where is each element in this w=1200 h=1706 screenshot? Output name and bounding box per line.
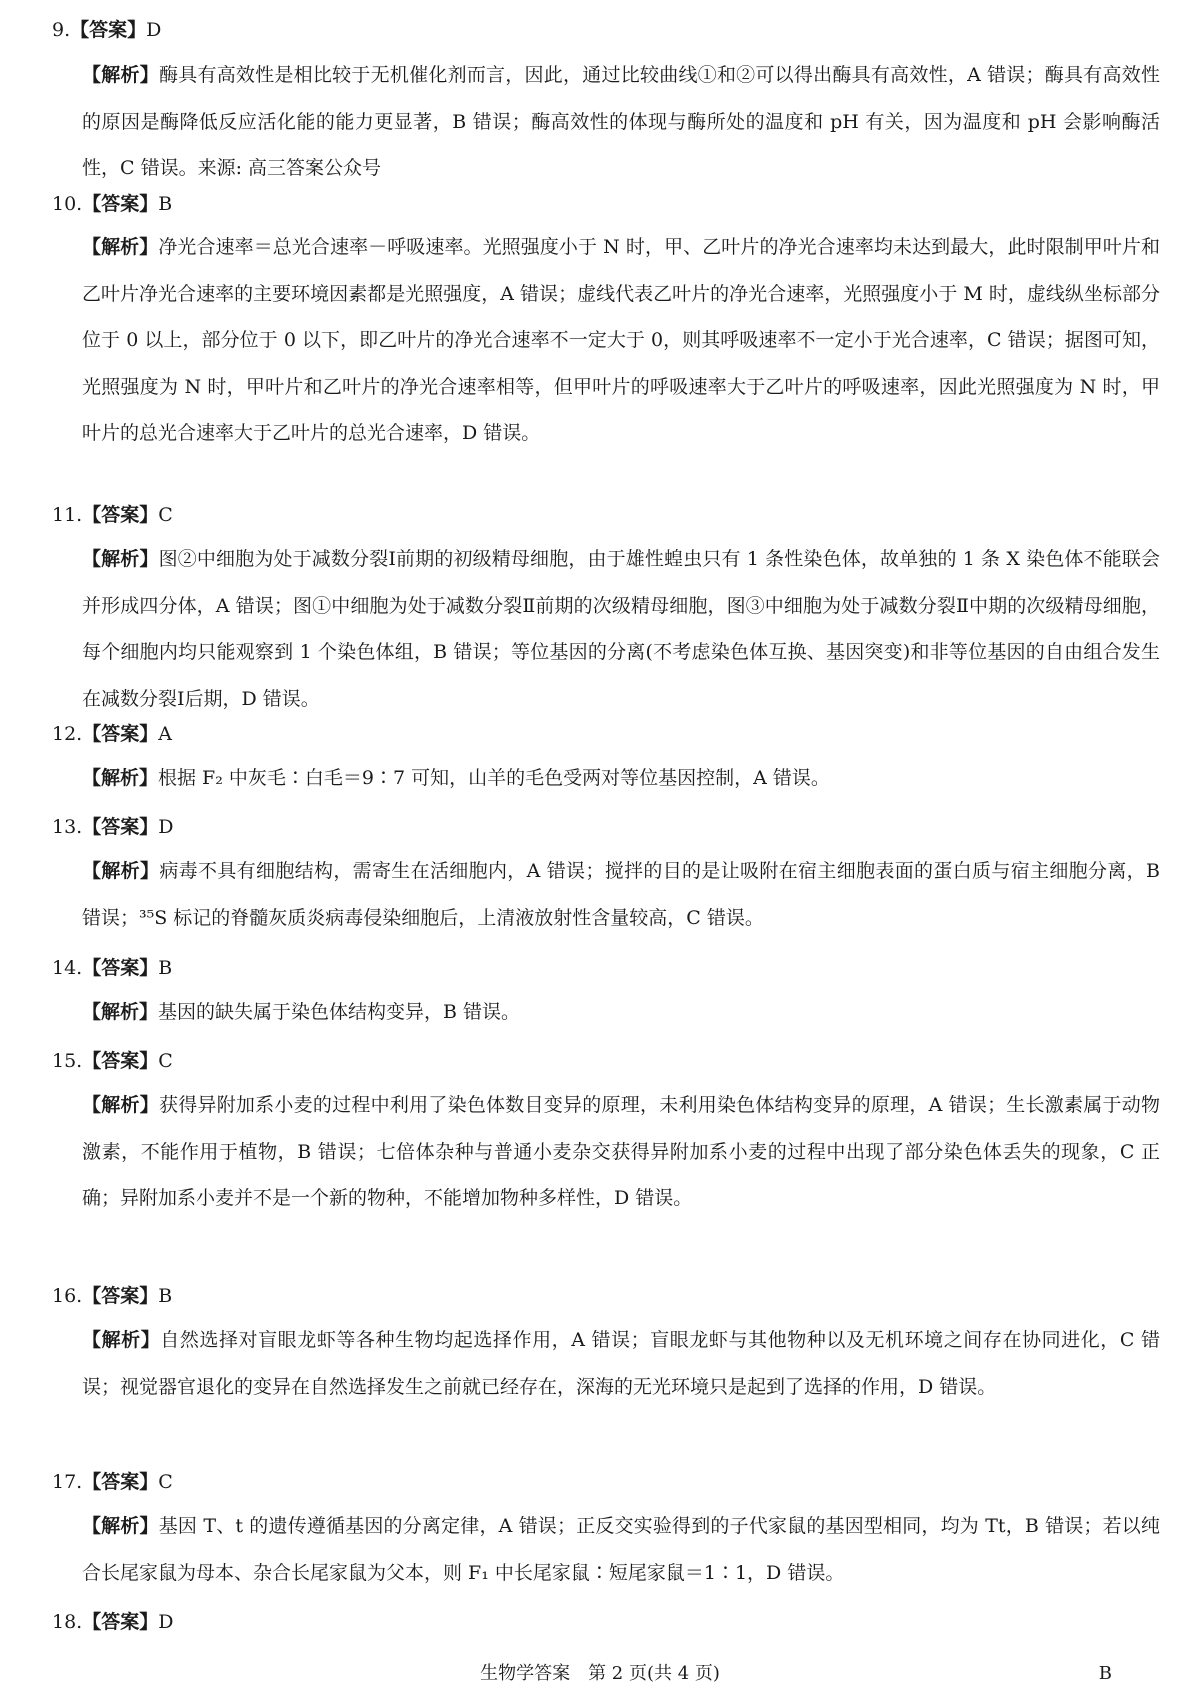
analysis-text: 病毒不具有细胞结构，需寄生在活细胞内，A 错误；搅拌的目的是让吸附在宿主细胞表面的蛋白质与宿主细胞分离，B 错误；³⁵S 标记的脊髓灰质炎病毒侵染细胞后，上清液放射性含量较高，C 错误。 <box>82 860 1160 929</box>
answer-value: B <box>158 193 173 215</box>
answer-label: 【答案】 <box>82 1285 159 1307</box>
question-9-analysis <box>82 52 1160 192</box>
analysis-label: 【解析】 <box>82 1094 159 1116</box>
answer-value: A <box>158 723 172 745</box>
answer-value: B <box>158 957 173 979</box>
analysis-text: 自然选择对盲眼龙虾等各种生物均起选择作用，A 错误；盲眼龙虾与其他物种以及无机环境之间存在协同进化，C 错误；视觉器官退化的变异在自然选择发生之前就已经存在，深海的无光环境只是起到了选择的作用，D 错误。 <box>82 1329 1160 1398</box>
answer-label: 【答案】 <box>70 19 147 41</box>
question-14-analysis <box>82 989 1160 1036</box>
answer-label: 【答案】 <box>82 957 159 979</box>
question-number: 15. <box>52 1050 83 1072</box>
question-13-analysis <box>82 848 1160 941</box>
question-12-analysis <box>82 755 1160 802</box>
analysis-text: 基因的缺失属于染色体结构变异，B 错误。 <box>158 1001 521 1023</box>
analysis-label: 【解析】 <box>82 1329 161 1351</box>
answer-value: B <box>158 1285 173 1307</box>
answer-value: D <box>146 19 162 41</box>
analysis-text: 酶具有高效性是相比较于无机催化剂而言，因此，通过比较曲线①和②可以得出酶具有高效性，A 错误；酶具有高效性的原因是酶降低反应活化能的能力更显著，B 错误；酶高效性的体现与酶所处的温度和 pH 有关，因为温度和 pH 会影响酶活性，C 错误。来源: 高三答案公众号 <box>82 64 1160 179</box>
answer-label: 【答案】 <box>82 504 159 526</box>
answer-value: C <box>158 1050 173 1072</box>
analysis-label: 【解析】 <box>82 64 159 86</box>
answer-label: 【答案】 <box>82 816 159 838</box>
answer-label: 【答案】 <box>82 1050 159 1072</box>
question-number: 11. <box>52 504 83 526</box>
question-18-answer <box>52 1610 173 1634</box>
answer-value: C <box>158 504 173 526</box>
question-9-answer <box>52 18 161 42</box>
question-number: 14. <box>52 957 83 979</box>
question-10-answer <box>52 192 172 216</box>
analysis-text: 净光合速率＝总光合速率－呼吸速率。光照强度小于 N 时，甲、乙叶片的净光合速率均未达到最大，此时限制甲叶片和乙叶片净光合速率的主要环境因素都是光照强度，A 错误；虚线代表乙叶片的净光合速率，光照强度小于 M 时，虚线纵坐标部分位于 0 以上，部分位于 0 以下，即乙叶片的净光合速率不一定大于 0，则其呼吸速率不一定小于光合速率，C 错误；据图可知，光照强度为 N 时，甲叶片和乙叶片的净光合速率相等，但甲叶片的呼吸速率大于乙叶片的呼吸速率，因此光照强度为 N 时，甲叶片的总光合速率大于乙叶片的总光合速率，D 错误。 <box>82 236 1160 444</box>
question-16-analysis <box>82 1317 1160 1410</box>
question-11-answer <box>52 503 173 527</box>
question-number: 13. <box>52 816 83 838</box>
answer-label: 【答案】 <box>82 723 159 745</box>
question-16-answer <box>52 1284 172 1308</box>
footer-version: B <box>1098 1663 1112 1684</box>
question-number: 12. <box>52 723 83 745</box>
analysis-text: 根据 F₂ 中灰毛∶白毛＝9∶7 可知，山羊的毛色受两对等位基因控制，A 错误。 <box>158 767 830 789</box>
analysis-label: 【解析】 <box>82 548 159 570</box>
question-15-analysis <box>82 1082 1160 1222</box>
question-14-answer <box>52 956 172 980</box>
question-number: 10. <box>52 193 83 215</box>
question-17-analysis <box>82 1503 1160 1596</box>
answer-value: C <box>158 1471 173 1493</box>
question-13-answer <box>52 815 173 839</box>
analysis-text: 获得异附加系小麦的过程中利用了染色体数目变异的原理，未利用染色体结构变异的原理，A 错误；生长激素属于动物激素，不能作用于植物，B 错误；七倍体杂种与普通小麦杂交获得异附加系小麦的过程中出现了部分染色体丢失的现象，C 正确；异附加系小麦并不是一个新的物种，不能增加物种多样性，D 错误。 <box>82 1094 1160 1209</box>
answer-label: 【答案】 <box>82 193 159 215</box>
question-15-answer <box>52 1049 173 1073</box>
answer-value: D <box>158 1611 174 1633</box>
analysis-label: 【解析】 <box>82 1001 159 1023</box>
question-number: 9. <box>52 19 71 41</box>
answer-label: 【答案】 <box>82 1611 159 1633</box>
analysis-label: 【解析】 <box>82 767 159 789</box>
question-10-analysis <box>82 224 1160 457</box>
question-17-answer <box>52 1470 173 1494</box>
answer-label: 【答案】 <box>82 1471 159 1493</box>
analysis-text: 基因 T、t 的遗传遵循基因的分离定律，A 错误；正反交实验得到的子代家鼠的基因型相同，均为 Tt，B 错误；若以纯合长尾家鼠为母本、杂合长尾家鼠为父本，则 F₁ 中长尾家鼠∶短尾家鼠＝1∶1，D 错误。 <box>82 1515 1160 1584</box>
question-number: 16. <box>52 1285 83 1307</box>
analysis-label: 【解析】 <box>82 1515 159 1537</box>
question-number: 18. <box>52 1611 83 1633</box>
footer-page-info: 生物学答案 第 2 页(共 4 页) <box>480 1663 720 1684</box>
question-11-analysis <box>82 536 1160 722</box>
question-12-answer <box>52 722 172 746</box>
question-number: 17. <box>52 1471 83 1493</box>
analysis-text: 图②中细胞为处于减数分裂Ⅰ前期的初级精母细胞，由于雄性蝗虫只有 1 条性染色体，故单独的 1 条 X 染色体不能联会并形成四分体，A 错误；图①中细胞为处于减数分裂Ⅱ前期的次级精母细胞，图③中细胞为处于减数分裂Ⅱ中期的次级精母细胞，每个细胞内均只能观察到 1 个染色体组，B 错误；等位基因的分离(不考虑染色体互换、基因突变)和非等位基因的自由组合发生在减数分裂Ⅰ后期，D 错误。 <box>82 548 1160 710</box>
analysis-label: 【解析】 <box>82 860 160 882</box>
answer-value: D <box>158 816 174 838</box>
analysis-label: 【解析】 <box>82 236 159 258</box>
